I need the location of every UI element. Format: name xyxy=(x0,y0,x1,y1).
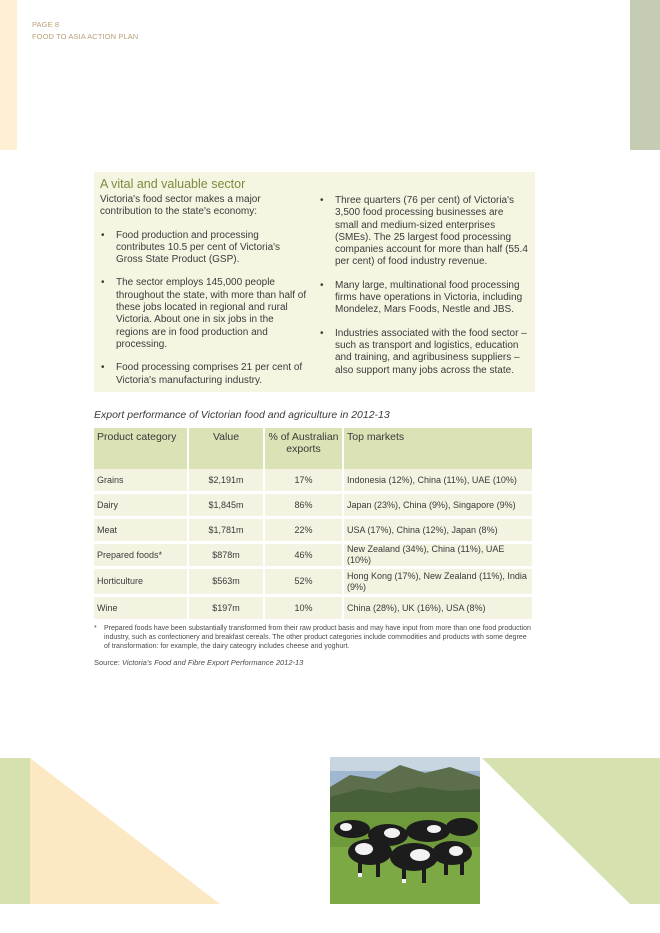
table-cell: Hong Kong (17%), New Zealand (11%), India (9%) xyxy=(344,569,532,594)
decorative-triangle-right xyxy=(482,758,630,904)
right-bullet-list xyxy=(319,195,529,377)
table-cell: $1,845m xyxy=(189,494,263,516)
table-cell: 86% xyxy=(265,494,342,516)
source-title: Victoria's Food and Fibre Export Performance 2012-13 xyxy=(121,658,304,667)
column-header: Top markets xyxy=(344,428,532,469)
list-item: • Food production and processing contributes 10.5 per cent of Victoria's Gross State Product (GSP). xyxy=(100,230,307,267)
table-cell: Indonesia (12%), China (11%), UAE (10%) xyxy=(344,469,532,491)
table-cell: 17% xyxy=(265,469,342,491)
decorative-strip-bottom-left xyxy=(0,758,30,904)
table-cell: Dairy xyxy=(94,494,187,516)
table-cell: Horticulture xyxy=(94,569,187,594)
table-cell: $2,191m xyxy=(189,469,263,491)
column-header: Product category xyxy=(94,428,187,469)
source-label: Source: xyxy=(94,658,120,667)
table-row xyxy=(94,469,534,491)
table-title: Export performance of Victorian food and agriculture in 2012-13 xyxy=(94,409,390,421)
table-row xyxy=(94,597,534,619)
left-bullet-list xyxy=(100,230,307,387)
list-item: • Food processing comprises 21 per cent of Victoria's manufacturing industry. xyxy=(100,362,307,387)
table-cell: 22% xyxy=(265,519,342,541)
table-row xyxy=(94,569,534,594)
table-row xyxy=(94,494,534,516)
table-cell: Japan (23%), China (9%), Singapore (9%) xyxy=(344,494,532,516)
footnote-text: Prepared foods have been substantially transformed from their raw product basis and may have input from more than one food production industry, such as confectionery and breakfast cereals. The other product categories include commodities and products with some degree of transformation: for example, the dairy cateogry includes cheese and yoghurt. xyxy=(104,625,531,650)
list-item: • Many large, multinational food processing firms have operations in Victoria, including Mondelez, Mars Foods, Nestle and JBS. xyxy=(319,280,529,317)
table-footnote xyxy=(94,624,534,651)
table-cell: 10% xyxy=(265,597,342,619)
summary-heading: A vital and valuable sector xyxy=(100,177,246,191)
list-item: • The sector employs 145,000 people throughout the state, with more than half of these jobs located in regional and rural Victoria. About one in six jobs in the regions are in food production and processing. xyxy=(100,277,307,351)
table-cell: Grains xyxy=(94,469,187,491)
summary-left-column xyxy=(100,194,307,398)
table-cell: $1,781m xyxy=(189,519,263,541)
page-header xyxy=(32,19,138,43)
summary-intro: Victoria's food sector makes a major contribution to the state's economy: xyxy=(100,194,261,218)
column-header: Value xyxy=(189,428,263,469)
footnote-marker: * xyxy=(94,625,97,632)
decorative-triangle-left xyxy=(30,758,250,904)
source-citation xyxy=(94,658,303,667)
table-cell: New Zealand (34%), China (11%), UAE (10%) xyxy=(344,544,532,566)
decorative-strip-top-left xyxy=(0,0,17,150)
column-header: % of Australian exports xyxy=(265,428,342,469)
list-item: • Three quarters (76 per cent) of Victoria's 3,500 food processing businesses are small and medium-sized enterprises (SMEs). The 25 largest food processing companies account for more than half (55.4 per cent) of food industry revenue. xyxy=(319,195,529,269)
decorative-strip-top-right xyxy=(630,0,660,150)
table-cell: $878m xyxy=(189,544,263,566)
document-title: FOOD TO ASIA ACTION PLAN xyxy=(32,32,139,41)
table-cell: Wine xyxy=(94,597,187,619)
table-cell: 46% xyxy=(265,544,342,566)
page-number: PAGE 8 xyxy=(32,20,60,29)
table-cell: China (28%), UK (16%), USA (8%) xyxy=(344,597,532,619)
table-cell: Meat xyxy=(94,519,187,541)
table-header-row xyxy=(94,428,534,469)
summary-box xyxy=(94,172,535,392)
table-cell: Prepared foods* xyxy=(94,544,187,566)
list-item: • Industries associated with the food sector – such as transport and logistics, education and training, and agribusiness suppliers – also support many jobs across the state. xyxy=(319,328,529,377)
table-row xyxy=(94,519,534,541)
summary-right-column xyxy=(319,195,529,388)
table-cell: 52% xyxy=(265,569,342,594)
export-table xyxy=(94,428,534,619)
table-cell: USA (17%), China (12%), Japan (8%) xyxy=(344,519,532,541)
decorative-strip-bottom-right xyxy=(630,758,660,904)
table-row xyxy=(94,544,534,566)
table-cell: $197m xyxy=(189,597,263,619)
table-cell: $563m xyxy=(189,569,263,594)
dairy-cows-photo xyxy=(330,757,480,904)
